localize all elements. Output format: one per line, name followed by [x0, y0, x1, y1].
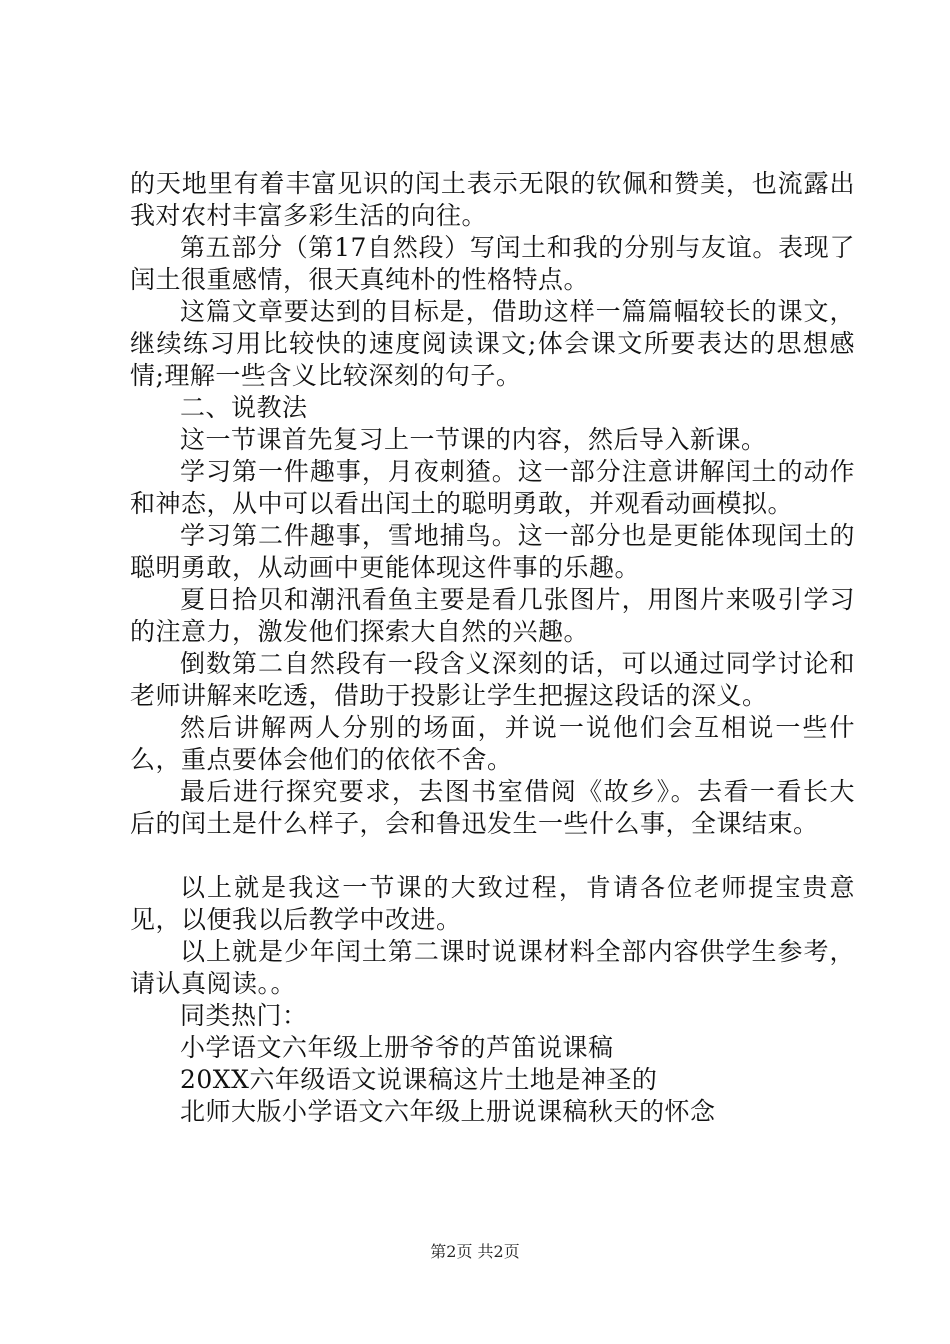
- related-heading: 同类热门：: [180, 1001, 308, 1030]
- paragraph-7: 学习第二件趣事，雪地捕鸟。这一部分也是更能体现闰土的聪明勇敢，从动画中更能体现这件事的乐趣。: [130, 521, 855, 582]
- paragraph-5: 这一节课首先复习上一节课的内容，然后导入新课。: [180, 425, 767, 454]
- paragraph-3: 这篇文章要达到的目标是，借助这样一篇篇幅较长的课文，继续练习用比较快的速度阅读课文;体会课文所要表达的思想感情;理解一些含义比较深刻的句子。: [130, 297, 855, 390]
- related-link-3[interactable]: 北师大版小学语文六年级上册说课稿秋天的怀念: [180, 1097, 716, 1126]
- related-link-1[interactable]: 小学语文六年级上册爷爷的芦笛说课稿: [180, 1033, 614, 1062]
- paragraph-1: 的天地里有着丰富见识的闰土表示无限的钦佩和赞美，也流露出我对农村丰富多彩生活的向往。: [130, 169, 855, 230]
- paragraph-6: 学习第一件趣事，月夜刺猹。这一部分注意讲解闰土的动作和神态，从中可以看出闰土的聪明勇敢，并观看动画模拟。: [130, 457, 855, 518]
- blank-line: [130, 840, 855, 872]
- section-heading: 二、说教法: [180, 393, 308, 422]
- paragraph-8: 夏日拾贝和潮汛看鱼主要是看几张图片，用图片来吸引学习的注意力，激发他们探索大自然的兴趣。: [130, 585, 855, 646]
- summary-paragraph: 以上就是少年闰土第二课时说课材料全部内容供学生参考，请认真阅读。。: [130, 937, 855, 998]
- related-link-2[interactable]: 20XX六年级语文说课稿这片土地是神圣的: [180, 1065, 658, 1094]
- paragraph-11: 最后进行探究要求，去图书室借阅《故乡》。去看一看长大后的闰土是什么样子，会和鲁迅发生一些什么事，全课结束。: [130, 777, 855, 838]
- page-footer: 第2页 共2页: [430, 1242, 520, 1261]
- paragraph-2: 第五部分（第17自然段）写闰土和我的分别与友谊。表现了闰土很重感情，很天真纯朴的性格特点。: [130, 233, 855, 294]
- document-body: [130, 168, 855, 1128]
- paragraph-10: 然后讲解两人分别的场面，并说一说他们会互相说一些什么，重点要体会他们的依依不舍。: [130, 713, 855, 774]
- closing-paragraph: 以上就是我这一节课的大致过程，肯请各位老师提宝贵意见，以便我以后教学中改进。: [130, 873, 855, 934]
- paragraph-9: 倒数第二自然段有一段含义深刻的话，可以通过同学讨论和老师讲解来吃透，借助于投影让学生把握这段话的深义。: [130, 649, 855, 710]
